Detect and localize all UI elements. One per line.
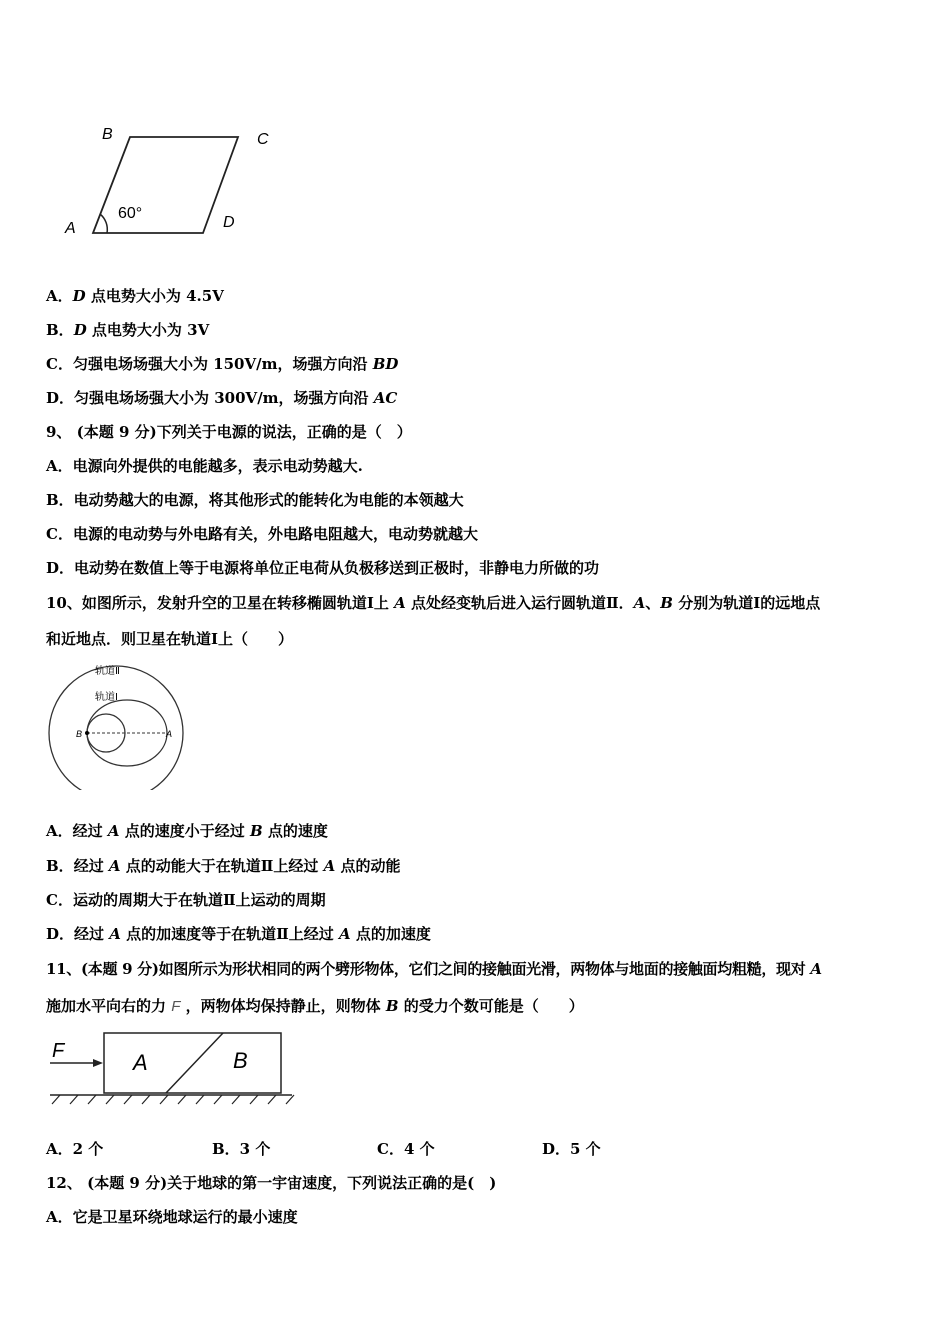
block-b-label: B — [233, 1048, 248, 1073]
force-arrow-head — [93, 1059, 103, 1067]
q8-option-b: B．D 点电势大小为 3V — [46, 321, 210, 339]
point-b-dot — [85, 731, 89, 735]
q11-option-c: C．4 个 — [377, 1140, 435, 1158]
q10-option-a: A．经过 A 点的速度小于经过 B 点的速度 — [46, 822, 328, 840]
ground-hatching — [52, 1095, 294, 1104]
q9-option-d: D．电动势在数值上等于电源将单位正电荷从负极移送到正极时，非静电力所做的功 — [46, 559, 600, 577]
q9-option-b: B．电动势越大的电源，将其他形式的能转化为电能的本领越大 — [46, 491, 464, 509]
vertex-label-c: C — [257, 131, 269, 148]
q11-stem-line1: 11、(本题 9 分)如图所示为形状相同的两个劈形物体，它们之间的接触面光滑，两物体与地面的接触面均粗糙，现对 A — [46, 960, 822, 978]
q11-option-d: D．5 个 — [542, 1140, 601, 1158]
q10-option-d: D．经过 A 点的加速度等于在轨道Ⅱ上经过 A 点的加速度 — [46, 925, 431, 943]
q10-stem-line1: 10、如图所示，发射升空的卫星在转移椭圆轨道Ⅰ上 A 点处经变轨后进入运行圆轨道Ⅱ．A、B 分别为轨道Ⅰ的远地点 — [46, 594, 821, 612]
q8-option-c: C．匀强电场场强大小为 150V/m，场强方向沿 BD — [46, 355, 399, 373]
q9-option-c: C．电源的电动势与外电路有关，外电路电阻越大，电动势就越大 — [46, 525, 478, 543]
wedge-figure — [45, 1030, 300, 1110]
q12-stem: 12、 (本题 9 分)关于地球的第一宇宙速度，下列说法正确的是( ) — [46, 1174, 497, 1192]
q8-option-a: A．D 点电势大小为 4.5V — [46, 287, 224, 305]
contact-surface — [166, 1033, 223, 1093]
q10-stem-line2: 和近地点．则卫星在轨道Ⅰ上（ ） — [46, 630, 294, 648]
q11-stem-line2: 施加水平向右的力 F ，两物体均保持静止，则物体 B 的受力个数可能是（ ） — [46, 997, 584, 1015]
orbit-2-label: 轨道Ⅱ — [95, 666, 120, 677]
rhombus-shape — [93, 137, 238, 233]
orbit-figure — [45, 660, 185, 790]
vertex-label-a: A — [65, 220, 76, 237]
q8-option-d: D．匀强电场场强大小为 300V/m，场强方向沿 AC — [46, 389, 398, 407]
angle-label: 60° — [118, 205, 143, 222]
q12-option-a: A．它是卫星环绕地球运行的最小速度 — [46, 1208, 298, 1226]
vertex-label-b: B — [102, 126, 113, 143]
q11-option-a: A．2 个 — [46, 1140, 104, 1158]
q10-option-c: C．运动的周期大于在轨道Ⅱ上运动的周期 — [46, 891, 326, 909]
orbit-1-label: 轨道Ⅰ — [95, 692, 118, 703]
point-b-label: B — [76, 729, 83, 739]
q11-options — [46, 1139, 906, 1159]
force-label: F — [52, 1040, 65, 1062]
q9-option-a: A．电源向外提供的电能越多，表示电动势越大. — [46, 457, 363, 475]
q9-stem: 9、 (本题 9 分)下列关于电源的说法，正确的是（ ） — [46, 423, 412, 441]
orbit-2-circle — [49, 666, 183, 790]
point-a-label: A — [166, 729, 173, 739]
vertex-label-d: D — [223, 214, 235, 231]
rhombus-figure — [55, 118, 285, 248]
q11-option-b: B．3 个 — [212, 1140, 271, 1158]
block-a-label: A — [133, 1050, 148, 1075]
blocks-outline — [104, 1033, 281, 1093]
angle-arc — [100, 214, 107, 233]
q10-option-b: B．经过 A 点的动能大于在轨道Ⅱ上经过 A 点的动能 — [46, 857, 401, 875]
